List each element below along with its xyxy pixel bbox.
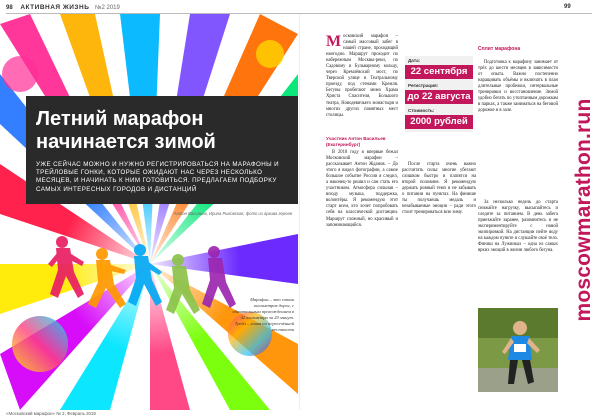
left-page-header xyxy=(6,4,120,11)
runner-photo xyxy=(478,308,558,392)
brand-url-text: moscowmarathon.run xyxy=(572,98,595,322)
column-2-text: В 2018 году я впервые бежал Московский марафон – рассказывает Антон Жданов. – До этого я видел фотографии, а самое большое событие России я следил, а наконец-то решил и сам стать его участником. Атмосфера сильная – всюду музыка, поддержка, волонтёры. Я рекомендую этот старт всем, кто хочет попробовать себя на классической дистанции. Маршрут сложный, но красивый и запоминающийся. xyxy=(326,150,398,228)
date-value: 22 сентября xyxy=(405,65,473,79)
left-page-number: 98 xyxy=(6,5,13,11)
article-column-5 xyxy=(478,60,558,114)
section-subhead: Сплит марафона xyxy=(478,46,521,52)
column-5-text: Подготовка к марафону занимает от трёх до шести месяцев в зависимости от опыта. Важно постепенно наращивать объёмы и включать в план длительные пробежки, интервальные тренировки и восстановление. Зимой удобно бегать по утоптанным дорожкам в парках, а также заниматься на беговой дорожке и в зале. xyxy=(478,60,558,114)
article-column-3 xyxy=(402,162,476,216)
left-footer: «Московский марафон» № 2, Февраль 2019 xyxy=(6,411,96,416)
column-3-text: После старта очень важно рассчитать силы: многие убегают слишком быстро и платятся на второй половине. Я рекомендую держать ровный темп и не забывать о питании на пунктах. На финише ты получаешь медаль и незабываемые эмоции – ради этого стоит тренироваться всю зиму. xyxy=(402,162,476,216)
article-column-1b xyxy=(326,150,398,229)
issue-number: №2 2019 xyxy=(95,5,120,11)
section-title: АКТИВНАЯ ЖИЗНЬ xyxy=(20,4,90,11)
column-1-text: осковский марафон – самый массовый забег в нашей стране, проходящий ежегодно. Маршрут проходит по набережным Москвы-реки, по Садовому и Бульварному кольцу, через Кремлёвский мост, по Тверской улице и Театральному проезду, под стенами Кремля. Бегуны пробегают мимо Храма Христа Спасителя, Большого театра, Новодевичьего монастыря и многих других памятных мест столицы. xyxy=(326,34,398,118)
cost-value: 2000 рублей xyxy=(405,115,473,129)
illustration-caption: Марафон – это сотни километров дорог, с обязательным прохождением в 42 километра за 20 минут. Трейл – гонка по пересечённой местности xyxy=(232,297,294,332)
article-column-4 xyxy=(478,200,558,254)
cost-label: Стоимость: xyxy=(408,108,435,113)
article-column-1 xyxy=(326,34,398,119)
column-4-text: За несколько недель до старта снижайте нагрузку, высыпайтесь и следите за питанием. В день забега приезжайте заранее, разомнитесь и не экспериментируйте с новой экипировкой. На дистанции пейте воду на каждом пункте и слушайте своё тело. Финиш на Лужниках – одна из самых ярких эмоций в жизни любого бегуна. xyxy=(478,200,558,254)
article-credit: Антон Васильев, Ирина Рыковская, фото из архива героев xyxy=(173,211,292,216)
registration-label: Регистрация: xyxy=(408,83,439,88)
side-brand-url xyxy=(566,20,596,400)
runner-photo-image xyxy=(478,308,558,392)
drop-cap: М xyxy=(326,33,342,50)
date-label: Дата: xyxy=(408,58,421,63)
registration-value: до 22 августа xyxy=(405,90,473,104)
page-gutter xyxy=(299,14,300,410)
right-page-number: 99 xyxy=(564,4,571,10)
article-deck: УЖЕ СЕЙЧАС МОЖНО И НУЖНО РЕГИСТРИРОВАТЬСЯ НА МАРАФОНЫ И ТРЕЙЛОВЫЕ ГОНКИ, КОТОРЫЕ ОЖИДАЮТ НАС ЧЕРЕЗ НЕСКОЛЬКО МЕСЯЦЕВ, И НАЧИНАТЬ К НИМ ГОТОВИТЬСЯ. ПРЕДЛАГАЕМ ПОДБОРКУ САМЫХ ИНТЕРЕСНЫХ ГОРОДОВ И ДИСТАНЦИЙ xyxy=(36,161,279,193)
participant-byline: Участник Антон Васильев (Екатеринбург) xyxy=(326,136,386,147)
article-title: Летний марафон начинается зимой xyxy=(36,108,216,153)
